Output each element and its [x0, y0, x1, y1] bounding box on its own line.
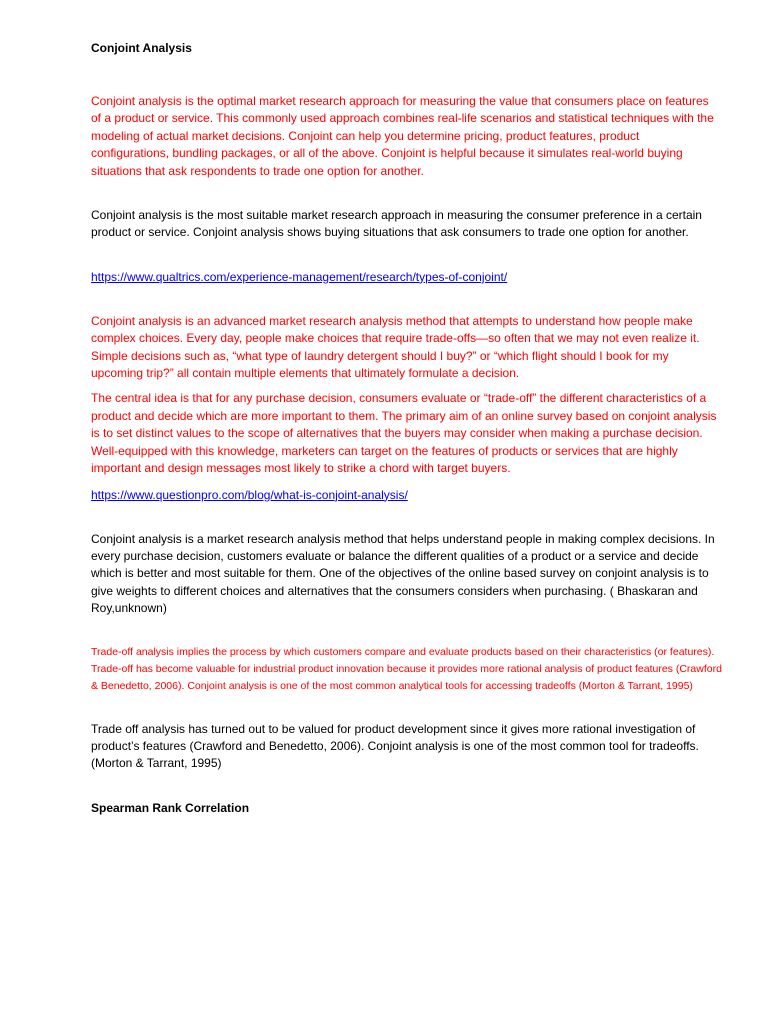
paragraph-central-idea: The central idea is that for any purchase decision, consumers evaluate or “trade-off” the different characteristics of a product and decide which are more important to them. The primary aim of an online survey based on conjoint analysis is to set distinct values to the scope of alternatives that the buyers may consider when making a purchase decision. Well-equipped with this knowledge, marketers can target on the features of products or services that are highly important and design messages most likely to strike a chord with target buyers. [91, 391, 717, 476]
questionpro-link[interactable]: https://www.questionpro.com/blog/what-is-conjoint-analysis/ [91, 487, 408, 502]
section-title-spearman: Spearman Rank Correlation [91, 800, 250, 815]
paragraph-paraphrase-3: Trade off analysis has turned out to be valued for product development since it gives more rational investigation of product’s features (Crawford and Benedetto, 2006). Conjoint analysis is one of the most common tool for tradeoffs. (Morton & Tarrant, 1995) [91, 721, 699, 771]
paragraph-tradeoff-definition: Trade-off analysis implies the process by which customers compare and evaluate products based on their characteristics (or features). Trade-off has become valuable for industrial product innovation because it provides more rational analysis of product features (Crawford & Benedetto, 2006). Conjoint analysis is one of the most common analytical tools for accessing tradeoffs (Morton & Tarrant, 1995) [91, 645, 722, 692]
qualtrics-link[interactable]: https://www.qualtrics.com/experience-management/research/types-of-conjoint/ [91, 269, 508, 284]
paragraph-paraphrase-2: Conjoint analysis is a market research analysis method that helps understand people in making complex decisions. In every purchase decision, customers evaluate or balance the different qualities of a product or a service and decide which is better and most suitable for them. One of the objectives of the online based survey on conjoint analysis is to give weights to different choices and alternatives that the consumers considers when purchasing. ( Bhaskaran and Roy,unknown) [91, 531, 715, 616]
document-title: Conjoint Analysis [91, 41, 192, 55]
paragraph-paraphrase-1: Conjoint analysis is the most suitable market research approach in measuring the consumer preference in a certain product or service. Conjoint analysis shows buying situations that ask consumers to trade one option for another. [91, 208, 702, 240]
paragraph-questionpro-definition: Conjoint analysis is an advanced market research analysis method that attempts to understand how people make complex choices. Every day, people make choices that require trade-offs—so often that we may not even realize it. Simple decisions such as, “what type of laundry detergent should I buy?” or “which flight should I book for my upcoming trip?” all contain multiple elements that ultimately formulate a decision. [91, 313, 700, 381]
paragraph-qualtrics-definition: Conjoint analysis is the optimal market research approach for measuring the value that consumers place on features of a product or service. This commonly used approach combines real-life scenarios and statistical techniques with the modeling of actual market decisions. Conjoint can help you determine pricing, product features, product configurations, bundling packages, or all of the above. Conjoint is helpful because it simulates real-world buying situations that ask respondents to trade one option for another. [91, 94, 714, 178]
document-body [91, 40, 723, 816]
